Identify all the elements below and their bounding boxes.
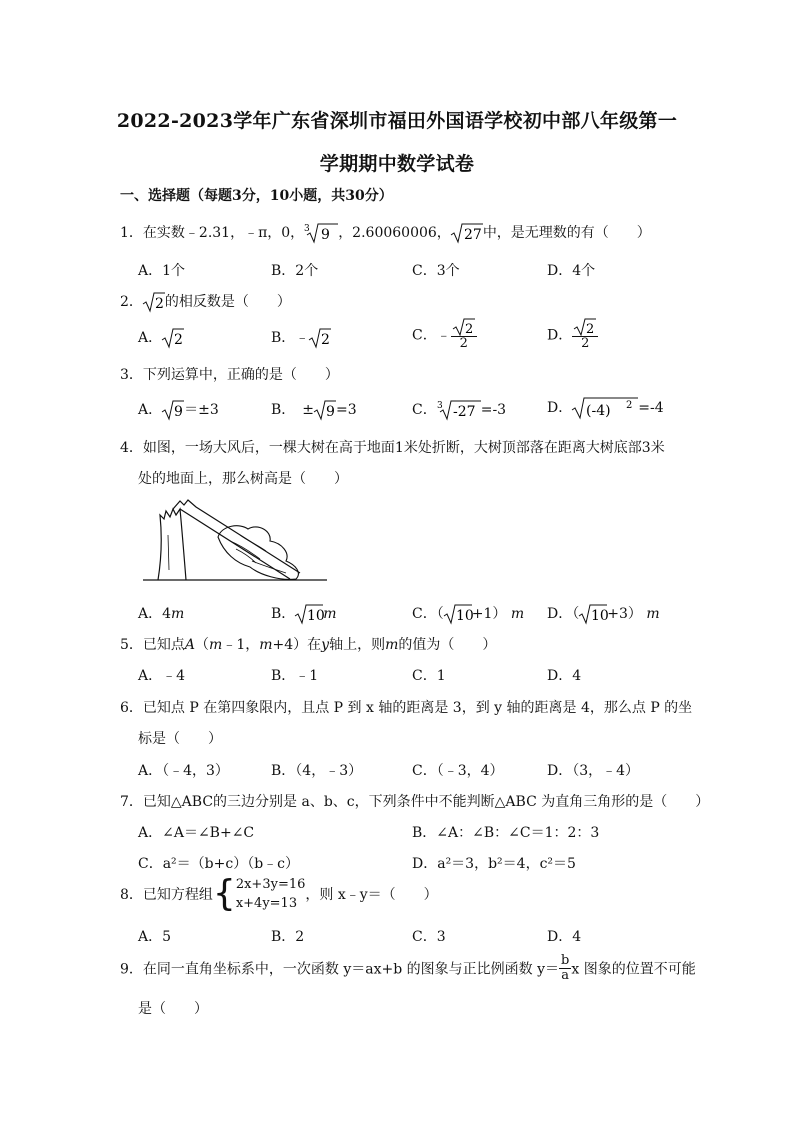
question-9-line2: 是（ ） bbox=[138, 1001, 208, 1017]
svg-text:(-4): (-4) bbox=[586, 403, 611, 419]
svg-text:-27: -27 bbox=[452, 404, 476, 420]
q6-option-b[interactable]: B．（4，﹣3） bbox=[271, 763, 363, 779]
svg-text:27: 27 bbox=[463, 227, 482, 243]
q1-option-a[interactable]: A．1个 bbox=[138, 263, 186, 279]
cube-root-radicand: 9 bbox=[321, 227, 331, 243]
q1-option-d[interactable]: D．4个 bbox=[547, 263, 596, 279]
q7-option-d[interactable]: D．a²＝3，b²＝4，c²＝5 bbox=[412, 856, 576, 872]
svg-text:10: 10 bbox=[455, 608, 474, 624]
q4-option-d[interactable]: D．（ 10 +3） m bbox=[547, 606, 660, 624]
q7-option-b[interactable]: B．∠A：∠B：∠C＝1：2：3 bbox=[412, 825, 600, 841]
q3-option-a[interactable]: A． 9 ＝±3 bbox=[138, 402, 219, 420]
section-heading: 一、选择题（每题3分，10小题，共30分） bbox=[120, 188, 393, 204]
question-4-line1: 4．如图，一场大风后，一棵大树在高于地面1米处折断，大树顶部落在距离大树底部3米 bbox=[120, 440, 665, 456]
q2-option-b[interactable]: B．﹣ 2 bbox=[271, 330, 331, 348]
q8-option-c[interactable]: C．3 bbox=[412, 929, 446, 945]
svg-text:2: 2 bbox=[154, 296, 164, 312]
svg-text:3: 3 bbox=[436, 401, 443, 411]
q7-option-c[interactable]: C．a²＝（b+c）（b﹣c） bbox=[138, 856, 300, 872]
question-4-line2: 处的地面上，那么树高是（ ） bbox=[138, 471, 348, 487]
svg-text:2: 2 bbox=[586, 322, 595, 337]
q1-option-c[interactable]: C．3个 bbox=[412, 263, 460, 279]
svg-text:10: 10 bbox=[307, 608, 326, 624]
q6-option-c[interactable]: C．（﹣3，4） bbox=[412, 763, 504, 779]
svg-text:2: 2 bbox=[626, 400, 633, 411]
sqrt-27 bbox=[451, 223, 483, 243]
q6-option-d[interactable]: D．（3，﹣4） bbox=[547, 763, 640, 779]
svg-text:9: 9 bbox=[326, 404, 335, 420]
q6-option-a[interactable]: A．（﹣4，3） bbox=[138, 763, 229, 779]
question-3-stem: 3．下列运算中，正确的是（ ） bbox=[120, 367, 339, 383]
q8-option-a[interactable]: A．5 bbox=[138, 929, 172, 945]
q5-option-b[interactable]: B．﹣1 bbox=[271, 668, 319, 684]
equation-system bbox=[236, 875, 306, 913]
q2-option-c[interactable]: C．﹣ $\frac{2}{2}$ bbox=[412, 318, 477, 351]
q1-option-b[interactable]: B．2个 bbox=[271, 263, 319, 279]
q3-option-d[interactable]: D． (-4) 2 =-4 bbox=[547, 400, 664, 419]
question-5-stem: 5．已知点A（m﹣1，m+4）在y轴上，则m的值为（ ） bbox=[120, 637, 497, 653]
question-8-stem: 8．已知方程组{ 2x+3y=16 x+4y=13 ，则 x﹣y＝（ ） bbox=[120, 873, 438, 914]
question-9-line1: 9．在同一直角坐标系中，一次函数 y＝ax+b 的图象与正比例函数 y＝ $\frac{b}{a}$ x 图象的位置不可能 bbox=[120, 953, 696, 983]
question-6-line1: 6．已知点 P 在第四象限内，且点 P 到 x 轴的距离是 3，到 y 轴的距离是 4，那么点 P 的坐 bbox=[120, 700, 693, 716]
q2-option-d[interactable]: D． $\frac{2}{2}$ bbox=[547, 318, 598, 351]
q5-option-c[interactable]: C．1 bbox=[412, 668, 446, 684]
q3-option-c[interactable]: C． 3 -27 =-3 bbox=[412, 401, 507, 420]
q8-option-d[interactable]: D．4 bbox=[547, 929, 582, 945]
q5-option-a[interactable]: A．﹣4 bbox=[138, 668, 186, 684]
q7-option-a[interactable]: A．∠A＝∠B+∠C bbox=[138, 825, 255, 841]
q8-option-b[interactable]: B．2 bbox=[271, 929, 305, 945]
exam-title-line2: 学期期中数学试卷 bbox=[319, 153, 475, 175]
question-7-stem: 7．已知△ABC的三边分别是 a、b、c，下列条件中不能判断△ABC 为直角三角形的是（ ） bbox=[120, 794, 710, 810]
question-1-stem: 1．在实数﹣2.31，﹣π，0， 3 9 ，2.60060006， 27 中，是无理数的有（ ） bbox=[120, 224, 651, 243]
cube-root bbox=[304, 223, 338, 243]
svg-text:9: 9 bbox=[174, 404, 184, 420]
q3-option-b[interactable]: B． ± 9 =3 bbox=[271, 402, 357, 420]
equation-2: x+4y=13 bbox=[235, 896, 298, 911]
question-2-stem: 2． 2 的相反数是（ ） bbox=[120, 294, 291, 312]
broken-tree-figure bbox=[140, 495, 340, 585]
svg-text:2: 2 bbox=[464, 322, 473, 337]
equation-1: 2x+3y=16 bbox=[235, 877, 306, 892]
q4-option-c[interactable]: C．（ 10 +1） m bbox=[412, 606, 525, 624]
svg-text:2: 2 bbox=[321, 332, 331, 348]
svg-text:2: 2 bbox=[174, 332, 184, 348]
question-6-line2: 标是（ ） bbox=[138, 731, 222, 747]
q4-option-a[interactable]: A．4m bbox=[138, 606, 185, 622]
q2-option-a[interactable]: A． 2 bbox=[138, 330, 184, 348]
fraction-b-over-a: $\frac{b}{a}$ bbox=[561, 953, 570, 983]
svg-text:10: 10 bbox=[591, 608, 610, 624]
system-brace: { bbox=[212, 873, 236, 914]
exam-title-line1: 2022-2023学年广东省深圳市福田外国语学校初中部八年级第一 bbox=[116, 110, 678, 132]
cube-root-index: 3 bbox=[304, 224, 310, 234]
q5-option-d[interactable]: D．4 bbox=[547, 668, 582, 684]
q4-option-b[interactable]: B． 10 m bbox=[271, 606, 337, 624]
